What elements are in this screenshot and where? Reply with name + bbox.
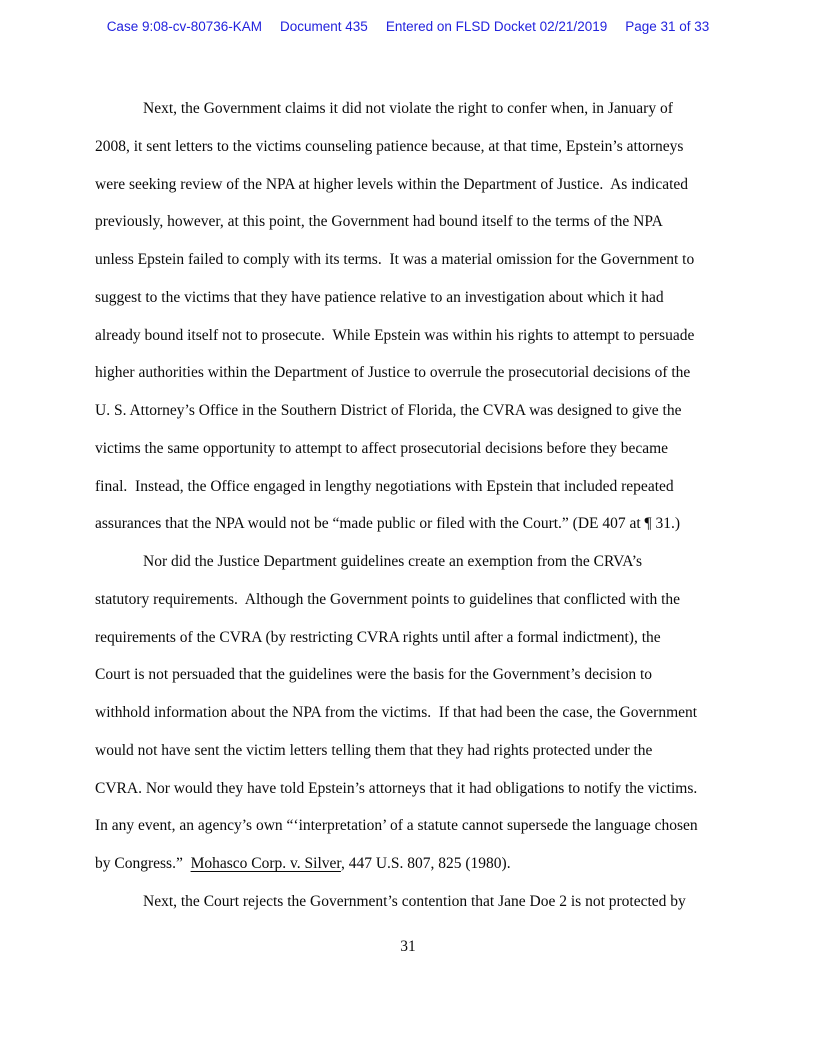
text-line: withhold information about the NPA from the victims. If that had been the case, the Government — [95, 704, 698, 721]
text-line: higher authorities within the Department of Justice to overrule the prosecutorial decisions of the — [95, 364, 691, 382]
case-citation: Mohasco Corp. v. Silver — [190, 855, 341, 872]
text-line: were seeking review of the NPA at higher levels within the Department of Justice. As indicated — [95, 175, 689, 193]
document-body — [95, 90, 723, 921]
text-line: previously, however, at this point, the Government had bound itself to the terms of the NPA — [95, 213, 663, 231]
paragraph — [95, 90, 723, 543]
text-line: already bound itself not to prosecute. While Epstein was within his rights to attempt to persuade — [95, 326, 695, 344]
paragraph — [95, 883, 723, 921]
docket-stamp-entered: Entered on FLSD Docket 02/21/2019 — [385, 19, 608, 34]
page-number: 31 — [400, 938, 416, 955]
text-line: Nor did the Justice Department guidelines create an exemption from the CRVA’s — [143, 553, 643, 570]
text-line: Court is not persuaded that the guidelines were the basis for the Government’s decision to — [95, 666, 653, 684]
text-line: victims the same opportunity to attempt to affect prosecutorial decisions before they became — [95, 439, 669, 457]
docket-stamp-case: Case 9:08-cv-80736-KAM — [106, 19, 263, 34]
paragraph — [95, 543, 723, 883]
text-line: statutory requirements. Although the Government points to guidelines that conflicted with the — [95, 590, 681, 608]
docket-stamp-page: Page 31 of 33 — [625, 19, 710, 34]
text-line: U. S. Attorney’s Office in the Southern District of Florida, the CVRA was designed to give the — [95, 402, 682, 419]
docket-stamp — [0, 19, 816, 34]
citation-text-before: by Congress.” — [95, 855, 191, 872]
text-line: suggest to the victims that they have patience relative to an investigation about which it had — [95, 288, 664, 306]
text-line: final. Instead, the Office engaged in lengthy negotiations with Epstein that included repeated — [95, 477, 674, 495]
text-line: 2008, it sent letters to the victims counseling patience because, at that time, Epstein’s attorneys — [95, 137, 684, 155]
text-line: requirements of the CVRA (by restricting CVRA rights until after a formal indictment), the — [95, 628, 661, 646]
docket-stamp-document: Document 435 — [280, 19, 368, 34]
text-line: Next, the Government claims it did not violate the right to confer when, in January of — [143, 100, 673, 117]
text-line: In any event, an agency’s own “‘interpretation’ of a statute cannot supersede the language chosen — [95, 817, 698, 835]
text-line: would not have sent the victim letters telling them that they had rights protected under the — [95, 741, 653, 759]
text-line: Next, the Court rejects the Government’s contention that Jane Doe 2 is not protected by — [143, 892, 686, 910]
text-line: CVRA. Nor would they have told Epstein’s attorneys that it had obligations to notify the victims. — [95, 779, 698, 797]
citation-line — [95, 845, 723, 883]
text-line: unless Epstein failed to comply with its terms. It was a material omission for the Government to — [95, 251, 695, 268]
citation-text-after: , 447 U.S. 807, 825 (1980). — [340, 855, 511, 872]
text-line: assurances that the NPA would not be “made public or filed with the Court.” (DE 407 at ¶ 31.) — [95, 515, 680, 533]
